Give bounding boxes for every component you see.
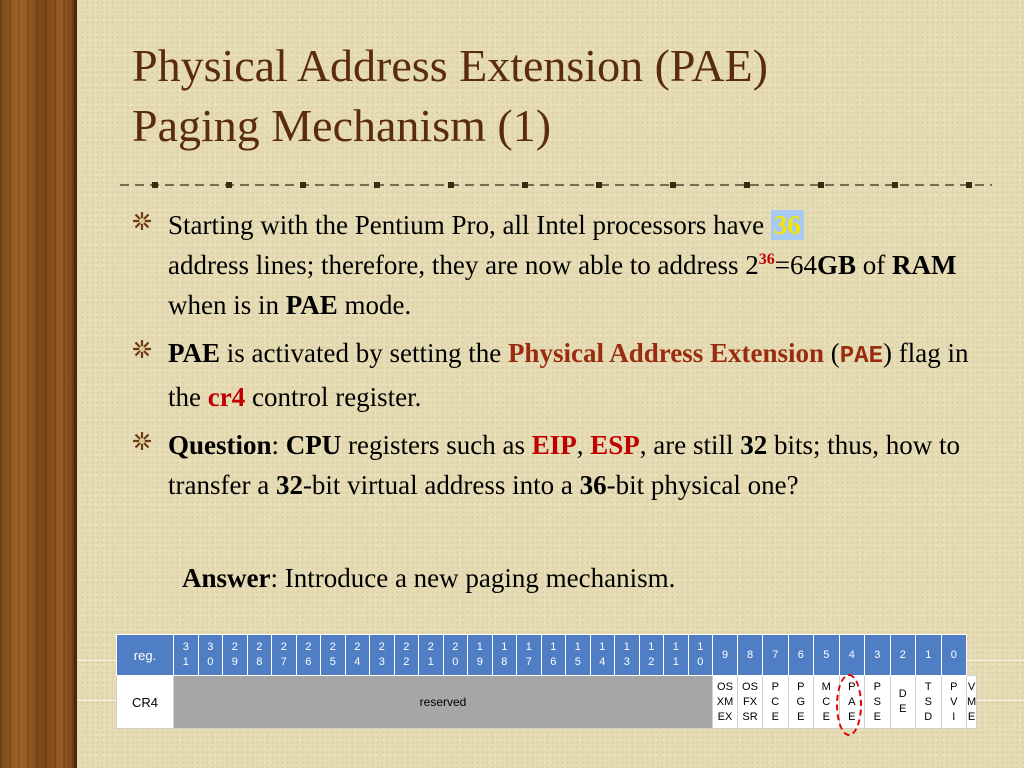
bit-header-cell: 2 <box>890 635 916 676</box>
bit-header-cell: 2 1 <box>419 635 444 676</box>
bit-header-cell: 2 9 <box>223 635 248 676</box>
bit-header-cell: 1 5 <box>566 635 591 676</box>
flag-cell: D E <box>890 676 916 729</box>
bit-header-cell: 6 <box>788 635 814 676</box>
reg-header-cell: reg. <box>117 635 174 676</box>
bit-header-cell: 1 3 <box>615 635 640 676</box>
flag-cell: P C E <box>763 676 789 729</box>
bit-header-cell: 2 5 <box>321 635 346 676</box>
bullet-list <box>132 205 992 513</box>
title-line-2: Paging Mechanism (1) <box>132 100 552 151</box>
bit-header-cell: 2 6 <box>296 635 321 676</box>
flag-cell: P A E <box>839 676 865 729</box>
bit-header-cell: 0 <box>941 635 967 676</box>
bullet-item-2: PAE is activated by setting the Physical Address Extension (PAE) flag in the cr4 control register. <box>132 333 992 417</box>
bit-header-cell: 2 8 <box>247 635 272 676</box>
highlight-36: 36 <box>771 210 804 240</box>
bit-header-cell: 1 4 <box>590 635 615 676</box>
bit-header-cell: 9 <box>713 635 738 676</box>
bit-header-cell: 3 0 <box>198 635 223 676</box>
bullet-item-3: Question: CPU registers such as EIP, ESP, are still 32 bits; thus, how to transfer a 32-bit virtual address into a 36-bit physical one? <box>132 425 992 505</box>
cr4-label-cell: CR4 <box>117 676 174 729</box>
bit-header-cell: 3 <box>865 635 891 676</box>
answer-line: Answer: Introduce a new paging mechanism. <box>182 563 676 593</box>
decorative-left-bar <box>0 0 77 768</box>
slide-title <box>132 36 992 156</box>
bit-header-cell: 1 6 <box>541 635 566 676</box>
bit-header-cell: 1 1 <box>664 635 689 676</box>
bit-header-cell: 1 2 <box>639 635 664 676</box>
flag-cell: OS FX SR <box>738 676 763 729</box>
flag-cell: P S E <box>865 676 891 729</box>
cr4-row <box>117 676 977 729</box>
bit-header-cell: 2 2 <box>394 635 419 676</box>
bullet-star-icon <box>132 211 152 231</box>
flag-cell: V M E <box>967 676 977 729</box>
bit-header-cell: 7 <box>763 635 789 676</box>
bullet-star-icon <box>132 431 152 451</box>
flag-cell: P V I <box>941 676 967 729</box>
bullet-item-1: Starting with the Pentium Pro, all Intel processors have 36 address lines; therefore, they are now able to address $2^{36}=64GB$ of RAM when is in PAE mode. <box>132 205 992 325</box>
bit-number-header-row <box>117 635 977 676</box>
bit-header-cell: 5 <box>814 635 840 676</box>
flag-cell: M C E <box>814 676 840 729</box>
flag-cell: OS XM EX <box>713 676 738 729</box>
bit-header-cell: 8 <box>738 635 763 676</box>
bit-header-cell: 2 4 <box>345 635 370 676</box>
pae-flag-code: PAE <box>839 343 883 370</box>
title-divider <box>120 180 992 190</box>
reserved-bits-cell: reserved <box>174 676 713 729</box>
flag-cell: T S D <box>916 676 942 729</box>
bit-header-cell: 2 3 <box>370 635 395 676</box>
bit-header-cell: 1 8 <box>492 635 517 676</box>
title-line-1: Physical Address Extension (PAE) <box>132 40 768 91</box>
bit-header-cell: 3 1 <box>174 635 199 676</box>
bit-header-cell: 1 <box>916 635 942 676</box>
bullet-star-icon <box>132 339 152 359</box>
bit-header-cell: 1 9 <box>468 635 493 676</box>
bit-header-cell: 1 0 <box>688 635 713 676</box>
cr4-register-table <box>116 634 977 729</box>
bit-header-cell: 1 7 <box>517 635 542 676</box>
flag-cell: P G E <box>788 676 814 729</box>
bit-header-cell: 2 7 <box>272 635 297 676</box>
bit-header-cell: 4 <box>839 635 865 676</box>
bit-header-cell: 2 0 <box>443 635 468 676</box>
